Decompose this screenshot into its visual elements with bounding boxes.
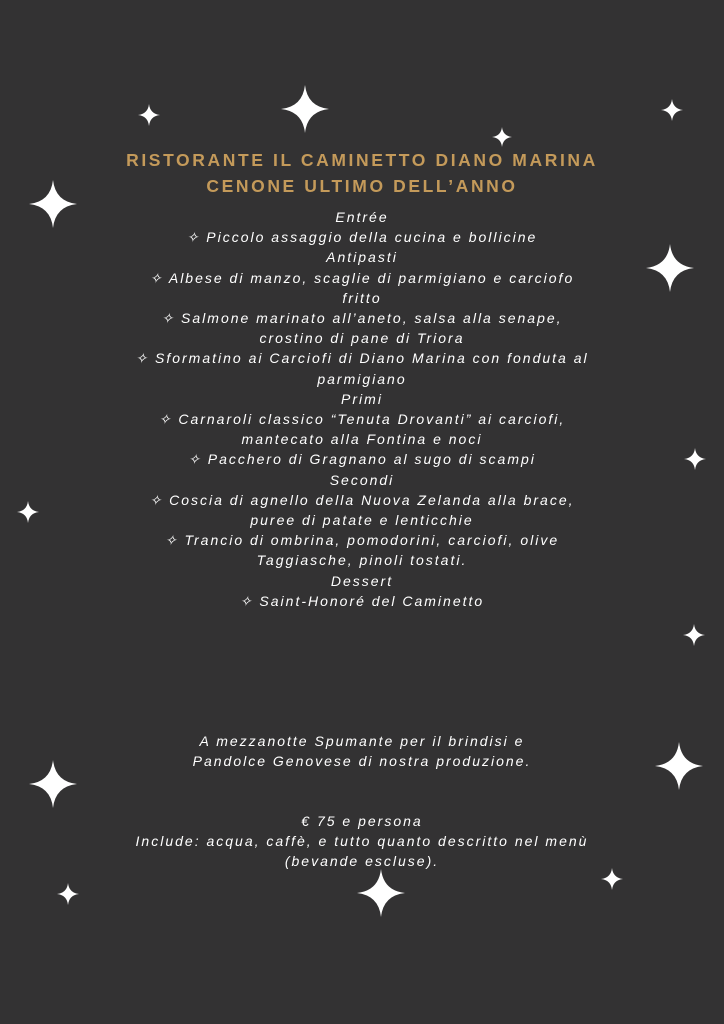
dish-line: ✧ Salmone marinato all’aneto, salsa alla senape, <box>161 310 563 327</box>
dish-line: parmigiano <box>317 370 407 387</box>
dish-line: crostino di pane di Triora <box>259 330 465 347</box>
event-title: CENONE ULTIMO DELL’ANNO <box>206 176 518 196</box>
sparkle-star-icon <box>281 85 329 133</box>
sparkle-star-icon <box>601 868 623 890</box>
sparkle-star-icon <box>357 869 405 917</box>
course-title-primi: Primi <box>341 390 383 407</box>
sparkle-star-icon <box>655 742 703 790</box>
sparkle-star-icon <box>684 448 706 470</box>
course-title-entree: Entrée <box>335 209 389 225</box>
dish-line: fritto <box>342 289 382 306</box>
excludes-line: (bevande escluse). <box>284 853 440 869</box>
dish-line: ✧ Piccolo assaggio della cucina e bollicine <box>186 229 538 246</box>
note-line: Pandolce Genovese di nostra produzione. <box>192 753 532 769</box>
sparkle-star-icon <box>661 99 683 121</box>
dish-line: ✧ Albese di manzo, scaglie di parmigiano e carciofo <box>149 269 575 286</box>
dish-line: ✧ Trancio di ombrina, pomodorini, carciofi, olive <box>164 532 560 549</box>
menu-courses <box>92 207 632 611</box>
sparkle-star-icon <box>57 883 79 905</box>
includes-line: Include: acqua, caffè, e tutto quanto descritto nel menù <box>135 833 589 849</box>
sparkle-star-icon <box>646 244 694 292</box>
midnight-note <box>62 731 662 771</box>
course-title-dessert: Dessert <box>330 572 394 589</box>
dish-line: puree di patate e lenticchie <box>250 512 474 529</box>
price: € 75 e persona <box>301 813 423 829</box>
dish-line: ✧ Pacchero di Gragnano al sugo di scampi <box>188 451 536 468</box>
dish-line: mantecato alla Fontina e noci <box>241 431 483 448</box>
sparkle-star-icon <box>683 624 705 646</box>
dish-line: ✧ Saint-Honoré del Caminetto <box>239 592 485 609</box>
sparkle-star-icon <box>492 127 512 147</box>
dish-line: ✧ Sformatino ai Carciofi di Diano Marina con fonduta al <box>135 350 589 367</box>
dish-line: Taggiasche, pinoli tostati. <box>256 552 468 569</box>
note-line: A mezzanotte Spumante per il brindisi e <box>199 733 525 749</box>
course-title-antipasti: Antipasti <box>326 249 398 266</box>
sparkle-star-icon <box>17 501 39 523</box>
dish-line: ✧ Coscia di agnello della Nuova Zelanda alla brace, <box>149 491 575 508</box>
dish-line: ✧ Carnaroli classico “Tenuta Drovanti” ai carciofi, <box>158 411 566 428</box>
sparkle-star-icon <box>138 104 160 126</box>
pricing-block <box>32 811 692 871</box>
course-title-secondi: Secondi <box>329 471 395 488</box>
restaurant-name: RISTORANTE IL CAMINETTO DIANO MARINA <box>126 150 598 170</box>
